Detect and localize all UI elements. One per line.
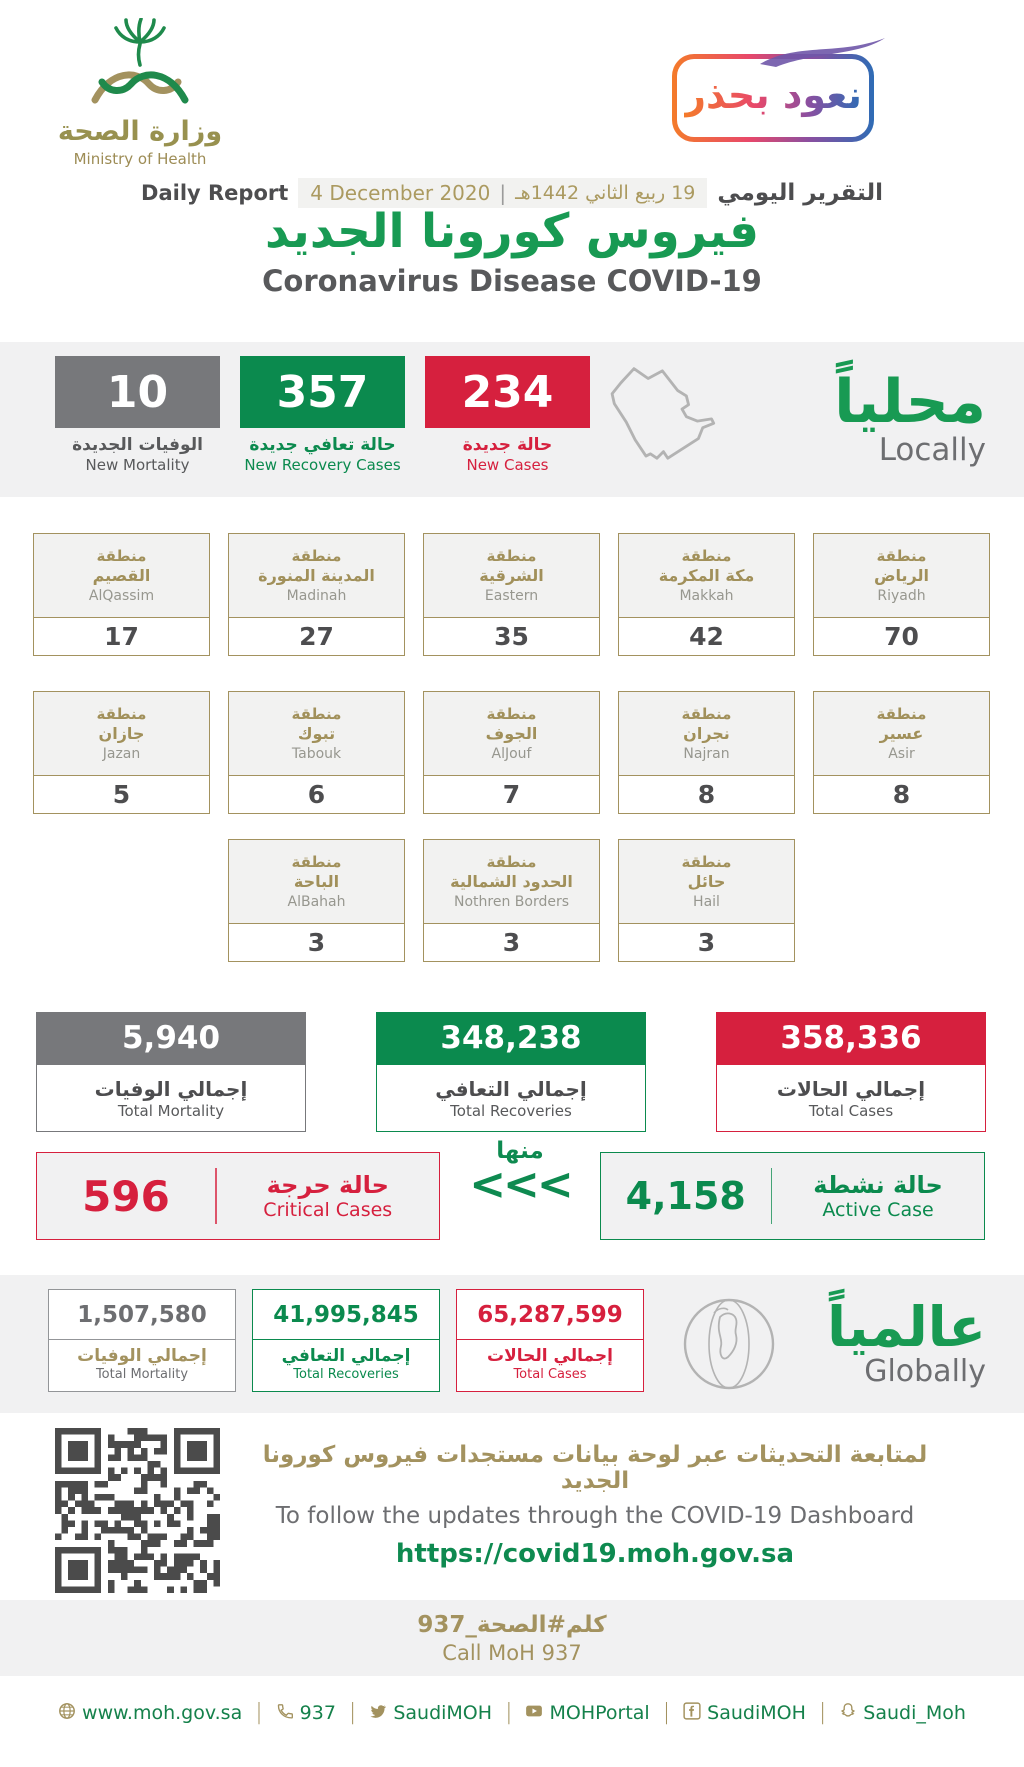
region-prefix-ar: منطقة [681, 853, 732, 872]
global-stat-label-ar: إجمالي الحالات [487, 1346, 613, 1366]
footer-item-saudimoh[interactable] [369, 1702, 492, 1724]
logo-title-english: Ministry of Health [73, 150, 207, 168]
region-new-cases-value: 17 [104, 622, 139, 651]
total-label-en: Total Cases [808, 1101, 894, 1120]
region-name-ar: القصيم [92, 565, 151, 585]
footer-separator: | [662, 1700, 671, 1725]
qr-code [55, 1428, 220, 1593]
region-new-cases-value: 7 [502, 780, 521, 809]
region-card [618, 691, 795, 814]
date-separator: | [499, 181, 507, 205]
region-card-header [229, 840, 404, 924]
facebook-icon [683, 1702, 701, 1724]
total-labels [716, 1064, 986, 1132]
region-card-header [424, 840, 599, 924]
region-card-header [34, 692, 209, 776]
footer-item-label: Saudi_Moh [863, 1701, 966, 1724]
total-label-ar: إجمالي التعافي [435, 1076, 587, 1101]
page-title-english: Coronavirus Disease COVID-19 [262, 264, 762, 298]
total-value: 348,238 [376, 1012, 646, 1064]
call-moh-hashtag: كلم#الصحة_937 [417, 1611, 607, 1638]
footer-separator: | [818, 1700, 827, 1725]
total-labels [36, 1064, 306, 1132]
region-name-en: Makkah [679, 587, 734, 604]
globally-section [0, 1275, 1024, 1413]
regions-row-3 [228, 839, 795, 962]
region-prefix-ar: منطقة [486, 853, 537, 872]
divider [771, 1168, 773, 1224]
region-card [33, 533, 210, 656]
youtube-icon [525, 1702, 543, 1724]
region-name-en: Tabouk [291, 745, 342, 762]
footer-item-saudimoh[interactable] [683, 1702, 806, 1724]
region-card-header [814, 692, 989, 776]
call-moh-section [0, 1600, 1024, 1676]
dashboard-text-arabic: لمتابعة التحديثات عبر لوحة بيانات مستجدات فيروس كورونا الجديد [262, 1442, 928, 1494]
region-name-ar: المدينة المنورة [258, 565, 375, 585]
footer-item-label: MOHPortal [549, 1701, 650, 1724]
region-prefix-ar: منطقة [96, 547, 147, 566]
daily-report-label-ar: التقرير اليومي [717, 180, 883, 206]
global-stat-labels [49, 1340, 235, 1391]
region-new-cases-value: 6 [307, 780, 326, 809]
total-box [376, 1012, 646, 1132]
of-which-connector [450, 1138, 590, 1210]
locally-heading-english: Locally [878, 432, 986, 468]
locally-stat-label-en: New Recovery Cases [244, 456, 401, 474]
locally-heading [834, 342, 986, 497]
region-card-header [424, 692, 599, 776]
critical-cases-label-ar: حالة حرجة [266, 1171, 389, 1199]
region-new-cases-value: 3 [307, 928, 326, 957]
footer-item-label: SaudiMOH [393, 1701, 493, 1724]
region-card [618, 533, 795, 656]
locally-stat-label-ar: الوفيات الجديدة [72, 435, 203, 455]
total-label-ar: إجمالي الحالات [776, 1076, 926, 1101]
total-labels [376, 1064, 646, 1132]
region-prefix-ar: منطقة [681, 705, 732, 724]
global-stat-labels [253, 1340, 439, 1391]
global-stat-value: 1,507,580 [49, 1290, 235, 1340]
region-new-cases-value: 5 [112, 780, 131, 809]
locally-stat-value: 234 [425, 356, 590, 428]
region-name-ar: مكة المكرمة [658, 565, 755, 585]
region-prefix-ar: منطقة [486, 547, 537, 566]
critical-cases-box [36, 1152, 440, 1240]
moh-logo-icon [81, 18, 199, 110]
region-name-ar: الحدود الشمالية [450, 871, 573, 891]
dashboard-text-english: To follow the updates through the COVID-19 Dashboard [275, 1503, 915, 1529]
globally-stats [48, 1289, 644, 1392]
region-card [618, 839, 795, 962]
region-new-cases-value: 35 [494, 622, 529, 651]
global-stat-label-en: Total Cases [513, 1367, 587, 1382]
region-name-en: AlJouf [491, 745, 532, 762]
global-stat-box [252, 1289, 440, 1392]
region-new-cases-value: 3 [502, 928, 521, 957]
region-card-header [34, 534, 209, 618]
global-stat-box [456, 1289, 644, 1392]
critical-cases-label-en: Critical Cases [263, 1199, 393, 1221]
footer-item-label: 937 [299, 1701, 336, 1724]
page-title-arabic: فيروس كورونا الجديد [265, 204, 759, 259]
region-card [423, 839, 600, 962]
footer-item-label: SaudiMOH [707, 1701, 806, 1724]
region-name-en: AlQassim [88, 587, 155, 604]
region-name-ar: نجران [683, 723, 730, 743]
locally-stat-label-en: New Cases [466, 456, 549, 474]
global-stat-label-en: Total Mortality [95, 1367, 189, 1382]
region-prefix-ar: منطقة [96, 705, 147, 724]
footer-item-saudi-moh[interactable] [839, 1702, 966, 1724]
footer-item-label: www.moh.gov.sa [82, 1701, 243, 1724]
region-name-ar: الشرقية [479, 565, 544, 585]
global-stat-labels [457, 1340, 643, 1391]
footer-item-mohportal[interactable] [525, 1702, 649, 1724]
region-name-en: Riyadh [877, 587, 926, 604]
active-cases-label-ar: حالة نشطة [813, 1171, 943, 1199]
region-card [423, 533, 600, 656]
locally-stat [55, 356, 220, 474]
footer-separator: | [505, 1700, 513, 1725]
global-stat-label-ar: إجمالي التعافي [281, 1346, 411, 1366]
region-name-en: Eastern [484, 587, 539, 604]
region-card-header [619, 840, 794, 924]
total-value: 358,336 [716, 1012, 986, 1064]
twitter-icon [369, 1702, 387, 1724]
total-label-en: Total Mortality [117, 1101, 225, 1120]
region-card-header [229, 692, 404, 776]
regions-row-1 [33, 533, 990, 656]
globally-heading [827, 1275, 986, 1413]
region-prefix-ar: منطقة [291, 853, 342, 872]
globally-heading-english: Globally [864, 1354, 986, 1390]
region-card-header [814, 534, 989, 618]
active-cases-box [600, 1152, 985, 1240]
locally-stat [240, 356, 405, 474]
region-name-ar: الجوف [485, 723, 538, 743]
region-name-ar: الرياض [874, 565, 929, 585]
total-label-en: Total Recoveries [450, 1101, 572, 1120]
footer-item-www-moh-gov-sa[interactable] [58, 1702, 242, 1724]
region-prefix-ar: منطقة [291, 705, 342, 724]
footer-separator: | [348, 1700, 357, 1725]
local-totals-row [36, 1012, 986, 1132]
divider [215, 1168, 217, 1224]
region-card-header [619, 534, 794, 618]
global-stat-box [48, 1289, 236, 1392]
call-moh-english: Call MoH 937 [442, 1640, 582, 1665]
of-which-label: منها [496, 1138, 544, 1164]
region-name-en: Nothren Borders [453, 893, 569, 910]
region-name-ar: الباحة [293, 871, 340, 891]
global-stat-label-ar: إجمالي الوفيات [77, 1346, 207, 1366]
return-with-caution-badge [672, 54, 874, 142]
footer-links [0, 1700, 1024, 1725]
region-new-cases-value: 8 [697, 780, 716, 809]
globe-icon [58, 1702, 76, 1724]
badge-swoosh-icon [758, 34, 888, 68]
region-name-ar: تبوك [297, 723, 336, 743]
critical-cases-value: 596 [82, 1171, 170, 1221]
region-prefix-ar: منطقة [681, 547, 732, 566]
region-name-en: AlBahah [287, 893, 346, 910]
region-card-header [229, 534, 404, 618]
report-date-hijri: 19 ربيع الثاني 1442هـ [515, 182, 696, 204]
report-date-gregorian: 4 December 2020 [310, 181, 491, 205]
footer-item-937[interactable] [276, 1702, 336, 1724]
logo-title-arabic: وزارة الصحة [57, 116, 223, 147]
saudi-arabia-map-icon [599, 352, 741, 488]
region-new-cases-value: 42 [689, 622, 724, 651]
total-box [716, 1012, 986, 1132]
badge-label: نعود بحذر [684, 76, 862, 120]
locally-stat-value: 357 [240, 356, 405, 428]
region-card [423, 691, 600, 814]
region-new-cases-value: 3 [697, 928, 716, 957]
locally-stat-value: 10 [55, 356, 220, 428]
total-label-ar: إجمالي الوفيات [94, 1076, 248, 1101]
region-new-cases-value: 70 [884, 622, 919, 651]
region-name-en: Najran [683, 745, 730, 762]
region-card [813, 533, 990, 656]
region-prefix-ar: منطقة [291, 547, 342, 566]
region-card-header [424, 534, 599, 618]
phone-icon [276, 1702, 294, 1724]
locally-stat-label-ar: حالة جديدة [462, 435, 553, 455]
region-card [228, 533, 405, 656]
region-name-en: Jazan [102, 745, 141, 762]
region-new-cases-value: 27 [299, 622, 334, 651]
chevrons-left-icon: <<< [469, 1159, 571, 1210]
daily-report-label-en: Daily Report [141, 181, 289, 205]
total-box [36, 1012, 306, 1132]
locally-heading-arabic: محلياً [834, 367, 986, 437]
locally-stats [55, 356, 595, 474]
global-stat-label-en: Total Recoveries [293, 1367, 399, 1382]
region-card [228, 839, 405, 962]
active-cases-value: 4,158 [625, 1174, 746, 1218]
locally-stat [425, 356, 590, 474]
locally-stat-label-ar: حالة تعافي جديدة [249, 435, 396, 455]
region-name-ar: جازان [98, 723, 145, 743]
region-name-en: Madinah [286, 587, 347, 604]
locally-stat-label-en: New Mortality [85, 456, 190, 474]
globally-heading-arabic: عالمياً [827, 1294, 986, 1359]
region-name-en: Hail [693, 893, 720, 910]
total-value: 5,940 [36, 1012, 306, 1064]
region-prefix-ar: منطقة [876, 705, 927, 724]
region-prefix-ar: منطقة [876, 547, 927, 566]
region-card [33, 691, 210, 814]
region-card-header [619, 692, 794, 776]
region-name-en: Asir [888, 745, 915, 762]
globe-icon [676, 1291, 782, 1397]
dashboard-info [235, 1442, 955, 1569]
region-name-ar: عسير [879, 723, 924, 743]
region-new-cases-value: 8 [892, 780, 911, 809]
moh-logo [50, 18, 230, 168]
region-prefix-ar: منطقة [486, 705, 537, 724]
footer-separator: | [255, 1700, 263, 1725]
global-stat-value: 65,287,599 [457, 1290, 643, 1340]
active-cases-label-en: Active Case [822, 1199, 934, 1221]
region-name-ar: حائل [687, 871, 726, 891]
region-card [228, 691, 405, 814]
global-stat-value: 41,995,845 [253, 1290, 439, 1340]
region-card [813, 691, 990, 814]
locally-section [0, 342, 1024, 497]
snapchat-icon [839, 1702, 857, 1724]
dashboard-url-link[interactable]: https://covid19.moh.gov.sa [395, 1539, 795, 1569]
regions-row-2 [33, 691, 990, 814]
